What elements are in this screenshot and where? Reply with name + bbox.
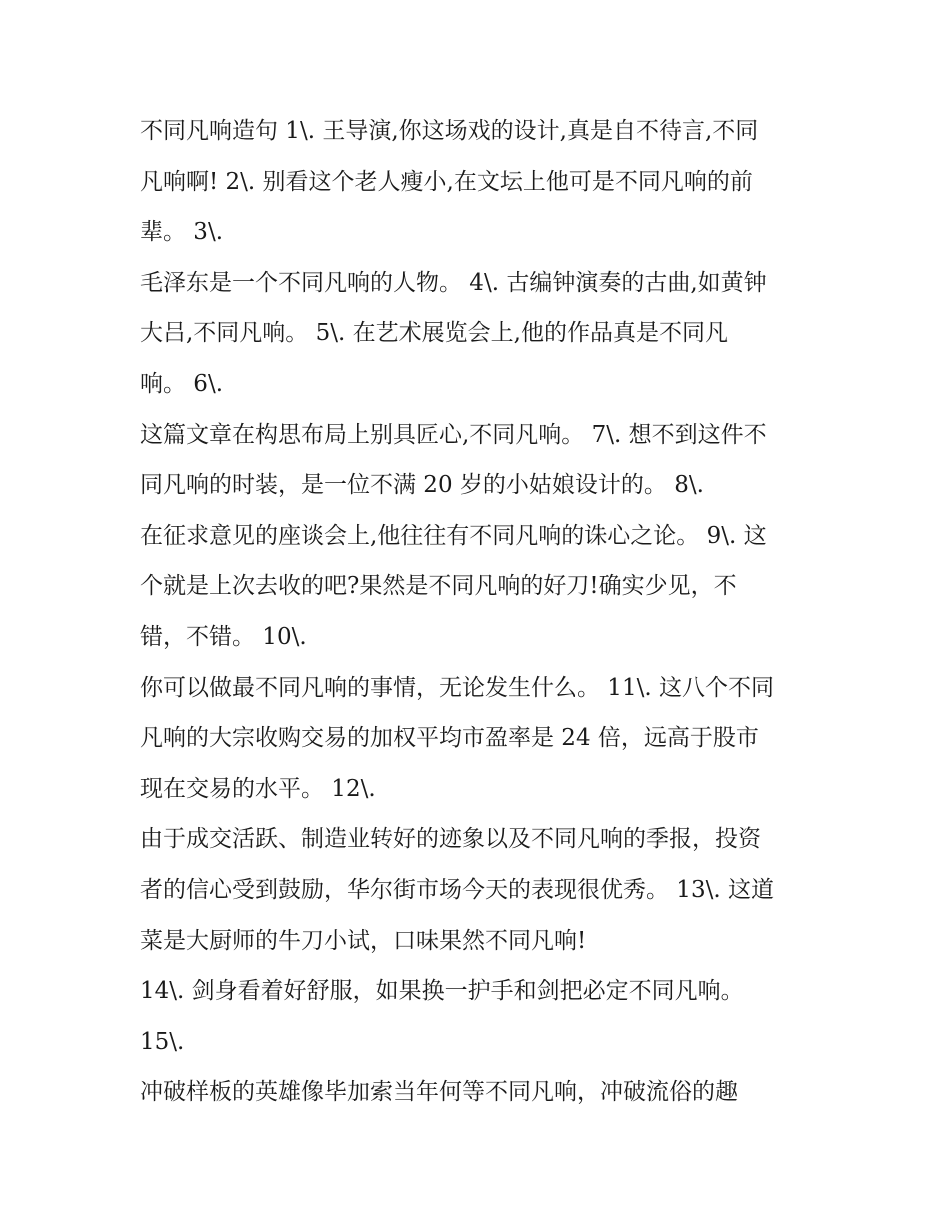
- text-line: 这篇文章在构思布局上别具匠心,不同凡响。 7\. 想不到这件不: [140, 421, 767, 448]
- text-line: 毛泽东是一个不同凡响的人物。 4\. 古编钟演奏的古曲,如黄钟: [140, 269, 767, 296]
- text-line: 菜是大厨师的牛刀小试，口味果然不同凡响!: [140, 927, 587, 954]
- document-body: [140, 106, 820, 1118]
- text-line: 大吕,不同凡响。 5\. 在艺术展览会上,他的作品真是不同凡: [140, 320, 728, 347]
- text-line: 凡响啊! 2\. 别看这个老人瘦小,在文坛上他可是不同凡响的前: [140, 168, 753, 195]
- text-line: 凡响的大宗收购交易的加权平均市盈率是 24 倍，远高于股市: [140, 725, 759, 752]
- text-line: 错，不错。 10\.: [140, 623, 307, 650]
- text-line: 在征求意见的座谈会上,他往往有不同凡响的诛心之论。 9\. 这: [140, 522, 767, 549]
- text-line: 由于成交活跃、制造业转好的迹象以及不同凡响的季报，投资: [140, 826, 761, 853]
- text-line: 个就是上次去收的吧?果然是不同凡响的好刀!确实少见，不: [140, 573, 737, 600]
- text-line: 辈。 3\.: [140, 219, 224, 246]
- text-line: 现在交易的水平。 12\.: [140, 775, 376, 802]
- text-line: 者的信心受到鼓励，华尔街市场今天的表现很优秀。 13\. 这道: [140, 876, 774, 903]
- text-line: 冲破样板的英雄像毕加索当年何等不同凡响，冲破流俗的趣: [140, 1079, 738, 1106]
- text-line: 14\. 剑身看着好舒服，如果换一护手和剑把必定不同凡响。: [140, 978, 744, 1005]
- text-line: 同凡响的时装，是一位不满 20 岁的小姑娘设计的。 8\.: [140, 472, 704, 499]
- text-line: 不同凡响造句 1\. 王导演,你这场戏的设计,真是自不待言,不同: [140, 118, 759, 144]
- text-line: 你可以做最不同凡响的事情，无论发生什么。 11\. 这八个不同: [140, 674, 774, 701]
- text-line: 响。 6\.: [140, 370, 224, 397]
- text-line: 15\.: [140, 1028, 185, 1055]
